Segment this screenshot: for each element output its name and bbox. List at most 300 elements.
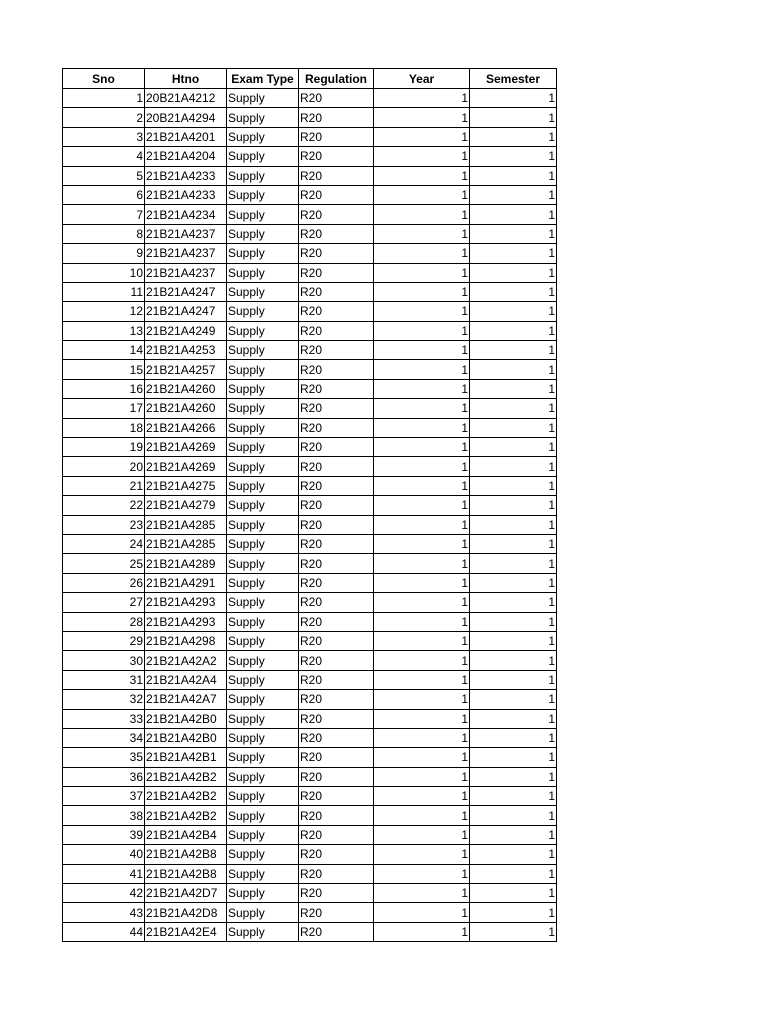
exam-type-cell: Supply — [227, 108, 299, 127]
exam-type-cell: Supply — [227, 496, 299, 515]
htno-cell: 20B21A4294 — [145, 108, 227, 127]
htno-cell: 21B21A4293 — [145, 593, 227, 612]
exam-type-cell: Supply — [227, 806, 299, 825]
regulation-cell: R20 — [299, 282, 374, 301]
regulation-cell: R20 — [299, 418, 374, 437]
regulation-cell: R20 — [299, 690, 374, 709]
regulation-cell: R20 — [299, 263, 374, 282]
table-row — [63, 573, 557, 592]
exam-type-cell: Supply — [227, 573, 299, 592]
table-row — [63, 825, 557, 844]
semester-cell: 1 — [470, 360, 557, 379]
exam-type-cell: Supply — [227, 302, 299, 321]
htno-cell: 21B21A4237 — [145, 244, 227, 263]
table-row — [63, 612, 557, 631]
sno-cell: 3 — [63, 127, 145, 146]
semester-cell: 1 — [470, 185, 557, 204]
sno-cell: 34 — [63, 728, 145, 747]
sno-cell: 38 — [63, 806, 145, 825]
year-cell: 1 — [374, 728, 470, 747]
sno-cell: 17 — [63, 399, 145, 418]
exam-type-cell: Supply — [227, 457, 299, 476]
htno-cell: 21B21A42B0 — [145, 709, 227, 728]
year-cell: 1 — [374, 903, 470, 922]
year-cell: 1 — [374, 922, 470, 941]
table-row — [63, 767, 557, 786]
sno-cell: 1 — [63, 89, 145, 108]
htno-cell: 20B21A4212 — [145, 89, 227, 108]
table-row — [63, 263, 557, 282]
year-cell: 1 — [374, 573, 470, 592]
regulation-cell: R20 — [299, 244, 374, 263]
htno-cell: 21B21A4247 — [145, 282, 227, 301]
htno-cell: 21B21A42B8 — [145, 845, 227, 864]
sno-cell: 21 — [63, 476, 145, 495]
htno-cell: 21B21A42D7 — [145, 884, 227, 903]
table-row — [63, 321, 557, 340]
table-row — [63, 670, 557, 689]
sno-cell: 5 — [63, 166, 145, 185]
htno-cell: 21B21A42B2 — [145, 806, 227, 825]
regulation-cell: R20 — [299, 884, 374, 903]
semester-cell: 1 — [470, 825, 557, 844]
semester-cell: 1 — [470, 884, 557, 903]
htno-cell: 21B21A4260 — [145, 379, 227, 398]
exam-type-cell: Supply — [227, 379, 299, 398]
year-cell: 1 — [374, 787, 470, 806]
semester-cell: 1 — [470, 748, 557, 767]
col-header-sno: Sno — [63, 69, 145, 89]
htno-cell: 21B21A4237 — [145, 224, 227, 243]
sno-cell: 30 — [63, 651, 145, 670]
exam-type-cell: Supply — [227, 418, 299, 437]
year-cell: 1 — [374, 709, 470, 728]
sno-cell: 23 — [63, 515, 145, 534]
table-row — [63, 709, 557, 728]
semester-cell: 1 — [470, 534, 557, 553]
htno-cell: 21B21A4269 — [145, 457, 227, 476]
semester-cell: 1 — [470, 690, 557, 709]
header-row — [63, 69, 557, 89]
year-cell: 1 — [374, 748, 470, 767]
exam-type-cell: Supply — [227, 651, 299, 670]
year-cell: 1 — [374, 360, 470, 379]
table-row — [63, 302, 557, 321]
htno-cell: 21B21A42B0 — [145, 728, 227, 747]
regulation-cell: R20 — [299, 903, 374, 922]
regulation-cell: R20 — [299, 341, 374, 360]
table-row — [63, 185, 557, 204]
table-row — [63, 379, 557, 398]
exam-type-cell: Supply — [227, 593, 299, 612]
exam-type-cell: Supply — [227, 399, 299, 418]
htno-cell: 21B21A4249 — [145, 321, 227, 340]
semester-cell: 1 — [470, 554, 557, 573]
exam-type-cell: Supply — [227, 438, 299, 457]
year-cell: 1 — [374, 282, 470, 301]
semester-cell: 1 — [470, 89, 557, 108]
year-cell: 1 — [374, 845, 470, 864]
htno-cell: 21B21A4279 — [145, 496, 227, 515]
regulation-cell: R20 — [299, 612, 374, 631]
semester-cell: 1 — [470, 438, 557, 457]
exam-type-cell: Supply — [227, 612, 299, 631]
year-cell: 1 — [374, 476, 470, 495]
table-row — [63, 244, 557, 263]
sno-cell: 35 — [63, 748, 145, 767]
sno-cell: 36 — [63, 767, 145, 786]
table-row — [63, 922, 557, 941]
semester-cell: 1 — [470, 263, 557, 282]
sno-cell: 20 — [63, 457, 145, 476]
semester-cell: 1 — [470, 496, 557, 515]
table-row — [63, 438, 557, 457]
table-row — [63, 748, 557, 767]
regulation-cell: R20 — [299, 185, 374, 204]
regulation-cell: R20 — [299, 651, 374, 670]
sno-cell: 15 — [63, 360, 145, 379]
year-cell: 1 — [374, 438, 470, 457]
regulation-cell: R20 — [299, 360, 374, 379]
exam-type-cell: Supply — [227, 884, 299, 903]
regulation-cell: R20 — [299, 825, 374, 844]
table-row — [63, 224, 557, 243]
regulation-cell: R20 — [299, 748, 374, 767]
semester-cell: 1 — [470, 282, 557, 301]
sno-cell: 43 — [63, 903, 145, 922]
year-cell: 1 — [374, 89, 470, 108]
sno-cell: 24 — [63, 534, 145, 553]
htno-cell: 21B21A4285 — [145, 534, 227, 553]
htno-cell: 21B21A4291 — [145, 573, 227, 592]
exam-type-cell: Supply — [227, 321, 299, 340]
table-row — [63, 884, 557, 903]
year-cell: 1 — [374, 399, 470, 418]
year-cell: 1 — [374, 108, 470, 127]
htno-cell: 21B21A4285 — [145, 515, 227, 534]
year-cell: 1 — [374, 593, 470, 612]
table-row — [63, 89, 557, 108]
htno-cell: 21B21A4253 — [145, 341, 227, 360]
sno-cell: 33 — [63, 709, 145, 728]
exam-type-cell: Supply — [227, 185, 299, 204]
htno-cell: 21B21A4298 — [145, 631, 227, 650]
htno-cell: 21B21A4204 — [145, 147, 227, 166]
year-cell: 1 — [374, 496, 470, 515]
table-row — [63, 515, 557, 534]
table-row — [63, 903, 557, 922]
year-cell: 1 — [374, 185, 470, 204]
semester-cell: 1 — [470, 612, 557, 631]
table-row — [63, 651, 557, 670]
year-cell: 1 — [374, 767, 470, 786]
table-row — [63, 787, 557, 806]
semester-cell: 1 — [470, 108, 557, 127]
sno-cell: 7 — [63, 205, 145, 224]
regulation-cell: R20 — [299, 321, 374, 340]
sno-cell: 18 — [63, 418, 145, 437]
year-cell: 1 — [374, 341, 470, 360]
sno-cell: 37 — [63, 787, 145, 806]
semester-cell: 1 — [470, 341, 557, 360]
regulation-cell: R20 — [299, 476, 374, 495]
semester-cell: 1 — [470, 166, 557, 185]
regulation-cell: R20 — [299, 922, 374, 941]
sno-cell: 44 — [63, 922, 145, 941]
sno-cell: 19 — [63, 438, 145, 457]
results-table — [62, 68, 557, 942]
exam-type-cell: Supply — [227, 825, 299, 844]
htno-cell: 21B21A4201 — [145, 127, 227, 146]
year-cell: 1 — [374, 631, 470, 650]
table-row — [63, 282, 557, 301]
regulation-cell: R20 — [299, 806, 374, 825]
exam-type-cell: Supply — [227, 360, 299, 379]
semester-cell: 1 — [470, 922, 557, 941]
year-cell: 1 — [374, 224, 470, 243]
table-row — [63, 864, 557, 883]
semester-cell: 1 — [470, 302, 557, 321]
year-cell: 1 — [374, 690, 470, 709]
sno-cell: 31 — [63, 670, 145, 689]
exam-type-cell: Supply — [227, 89, 299, 108]
regulation-cell: R20 — [299, 573, 374, 592]
table-row — [63, 166, 557, 185]
table-row — [63, 554, 557, 573]
semester-cell: 1 — [470, 651, 557, 670]
table-row — [63, 147, 557, 166]
exam-type-cell: Supply — [227, 515, 299, 534]
sno-cell: 39 — [63, 825, 145, 844]
exam-type-cell: Supply — [227, 205, 299, 224]
regulation-cell: R20 — [299, 631, 374, 650]
year-cell: 1 — [374, 205, 470, 224]
exam-type-cell: Supply — [227, 709, 299, 728]
regulation-cell: R20 — [299, 670, 374, 689]
htno-cell: 21B21A4257 — [145, 360, 227, 379]
semester-cell: 1 — [470, 418, 557, 437]
year-cell: 1 — [374, 302, 470, 321]
htno-cell: 21B21A42A7 — [145, 690, 227, 709]
htno-cell: 21B21A4269 — [145, 438, 227, 457]
table-row — [63, 418, 557, 437]
semester-cell: 1 — [470, 709, 557, 728]
exam-type-cell: Supply — [227, 282, 299, 301]
htno-cell: 21B21A42A4 — [145, 670, 227, 689]
sno-cell: 26 — [63, 573, 145, 592]
year-cell: 1 — [374, 515, 470, 534]
semester-cell: 1 — [470, 903, 557, 922]
regulation-cell: R20 — [299, 593, 374, 612]
exam-type-cell: Supply — [227, 787, 299, 806]
semester-cell: 1 — [470, 573, 557, 592]
sno-cell: 14 — [63, 341, 145, 360]
year-cell: 1 — [374, 884, 470, 903]
year-cell: 1 — [374, 244, 470, 263]
sno-cell: 28 — [63, 612, 145, 631]
col-header-regulation: Regulation — [299, 69, 374, 89]
htno-cell: 21B21A42A2 — [145, 651, 227, 670]
htno-cell: 21B21A4233 — [145, 185, 227, 204]
year-cell: 1 — [374, 825, 470, 844]
regulation-cell: R20 — [299, 127, 374, 146]
semester-cell: 1 — [470, 670, 557, 689]
regulation-cell: R20 — [299, 108, 374, 127]
year-cell: 1 — [374, 534, 470, 553]
regulation-cell: R20 — [299, 709, 374, 728]
exam-type-cell: Supply — [227, 670, 299, 689]
table-row — [63, 457, 557, 476]
year-cell: 1 — [374, 166, 470, 185]
exam-type-cell: Supply — [227, 263, 299, 282]
exam-type-cell: Supply — [227, 534, 299, 553]
year-cell: 1 — [374, 418, 470, 437]
sno-cell: 42 — [63, 884, 145, 903]
exam-type-cell: Supply — [227, 166, 299, 185]
htno-cell: 21B21A4293 — [145, 612, 227, 631]
htno-cell: 21B21A4237 — [145, 263, 227, 282]
year-cell: 1 — [374, 379, 470, 398]
year-cell: 1 — [374, 263, 470, 282]
exam-type-cell: Supply — [227, 127, 299, 146]
regulation-cell: R20 — [299, 379, 374, 398]
exam-type-cell: Supply — [227, 728, 299, 747]
exam-type-cell: Supply — [227, 224, 299, 243]
semester-cell: 1 — [470, 321, 557, 340]
htno-cell: 21B21A4275 — [145, 476, 227, 495]
year-cell: 1 — [374, 612, 470, 631]
semester-cell: 1 — [470, 147, 557, 166]
sno-cell: 6 — [63, 185, 145, 204]
table-row — [63, 476, 557, 495]
sno-cell: 32 — [63, 690, 145, 709]
regulation-cell: R20 — [299, 302, 374, 321]
semester-cell: 1 — [470, 399, 557, 418]
regulation-cell: R20 — [299, 205, 374, 224]
exam-type-cell: Supply — [227, 903, 299, 922]
exam-type-cell: Supply — [227, 748, 299, 767]
exam-type-cell: Supply — [227, 476, 299, 495]
htno-cell: 21B21A42E4 — [145, 922, 227, 941]
sno-cell: 8 — [63, 224, 145, 243]
semester-cell: 1 — [470, 224, 557, 243]
regulation-cell: R20 — [299, 496, 374, 515]
htno-cell: 21B21A42B2 — [145, 787, 227, 806]
semester-cell: 1 — [470, 127, 557, 146]
htno-cell: 21B21A42B8 — [145, 864, 227, 883]
sno-cell: 22 — [63, 496, 145, 515]
col-header-semester: Semester — [470, 69, 557, 89]
htno-cell: 21B21A42B2 — [145, 767, 227, 786]
semester-cell: 1 — [470, 457, 557, 476]
htno-cell: 21B21A4234 — [145, 205, 227, 224]
regulation-cell: R20 — [299, 864, 374, 883]
exam-type-cell: Supply — [227, 631, 299, 650]
year-cell: 1 — [374, 806, 470, 825]
semester-cell: 1 — [470, 205, 557, 224]
year-cell: 1 — [374, 651, 470, 670]
exam-type-cell: Supply — [227, 690, 299, 709]
table-body — [63, 89, 557, 942]
regulation-cell: R20 — [299, 554, 374, 573]
col-header-year: Year — [374, 69, 470, 89]
sno-cell: 16 — [63, 379, 145, 398]
year-cell: 1 — [374, 670, 470, 689]
table-row — [63, 360, 557, 379]
sno-cell: 4 — [63, 147, 145, 166]
exam-type-cell: Supply — [227, 341, 299, 360]
sno-cell: 40 — [63, 845, 145, 864]
exam-type-cell: Supply — [227, 554, 299, 573]
year-cell: 1 — [374, 147, 470, 166]
exam-type-cell: Supply — [227, 147, 299, 166]
exam-type-cell: Supply — [227, 845, 299, 864]
exam-type-cell: Supply — [227, 864, 299, 883]
htno-cell: 21B21A4233 — [145, 166, 227, 185]
exam-type-cell: Supply — [227, 922, 299, 941]
year-cell: 1 — [374, 554, 470, 573]
regulation-cell: R20 — [299, 728, 374, 747]
htno-cell: 21B21A42B1 — [145, 748, 227, 767]
htno-cell: 21B21A4260 — [145, 399, 227, 418]
semester-cell: 1 — [470, 864, 557, 883]
htno-cell: 21B21A4247 — [145, 302, 227, 321]
semester-cell: 1 — [470, 379, 557, 398]
semester-cell: 1 — [470, 787, 557, 806]
sno-cell: 11 — [63, 282, 145, 301]
semester-cell: 1 — [470, 631, 557, 650]
table-row — [63, 127, 557, 146]
col-header-htno: Htno — [145, 69, 227, 89]
htno-cell: 21B21A4266 — [145, 418, 227, 437]
sno-cell: 25 — [63, 554, 145, 573]
sno-cell: 27 — [63, 593, 145, 612]
table-row — [63, 205, 557, 224]
table-row — [63, 496, 557, 515]
sno-cell: 13 — [63, 321, 145, 340]
exam-type-cell: Supply — [227, 767, 299, 786]
regulation-cell: R20 — [299, 787, 374, 806]
table-row — [63, 399, 557, 418]
table-row — [63, 108, 557, 127]
regulation-cell: R20 — [299, 89, 374, 108]
table-row — [63, 806, 557, 825]
semester-cell: 1 — [470, 515, 557, 534]
sno-cell: 9 — [63, 244, 145, 263]
year-cell: 1 — [374, 321, 470, 340]
regulation-cell: R20 — [299, 438, 374, 457]
regulation-cell: R20 — [299, 534, 374, 553]
semester-cell: 1 — [470, 845, 557, 864]
semester-cell: 1 — [470, 244, 557, 263]
table-row — [63, 845, 557, 864]
htno-cell: 21B21A42D8 — [145, 903, 227, 922]
semester-cell: 1 — [470, 767, 557, 786]
regulation-cell: R20 — [299, 457, 374, 476]
semester-cell: 1 — [470, 476, 557, 495]
sno-cell: 2 — [63, 108, 145, 127]
year-cell: 1 — [374, 864, 470, 883]
regulation-cell: R20 — [299, 224, 374, 243]
semester-cell: 1 — [470, 593, 557, 612]
table-row — [63, 631, 557, 650]
table-row — [63, 341, 557, 360]
semester-cell: 1 — [470, 728, 557, 747]
sno-cell: 10 — [63, 263, 145, 282]
table-row — [63, 690, 557, 709]
year-cell: 1 — [374, 127, 470, 146]
regulation-cell: R20 — [299, 515, 374, 534]
